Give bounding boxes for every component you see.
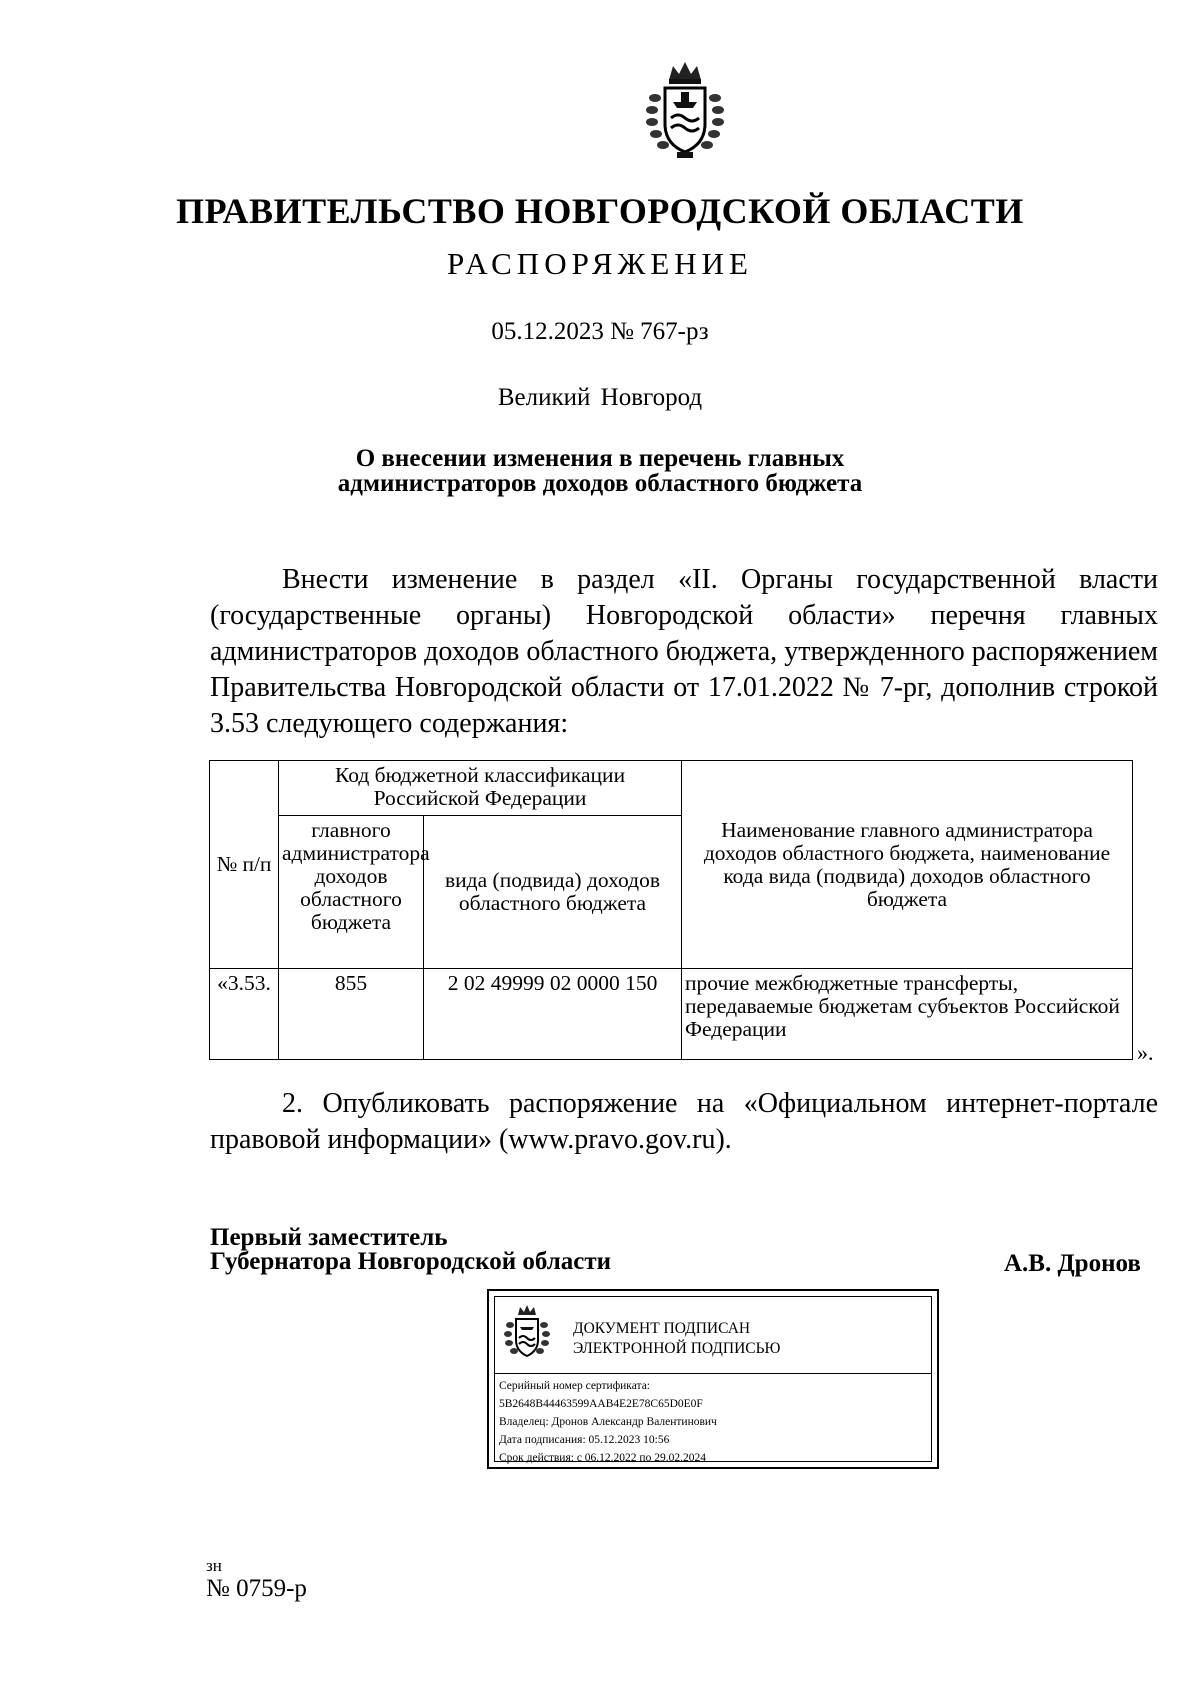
- certificate-label: Серийный номер сертификата:: [499, 1380, 650, 1392]
- certificate-number: 5B2648B44463599AAB4E2E78C65D0E0F: [499, 1398, 703, 1410]
- subject-line-2: администраторов доходов областного бюджета: [337, 470, 863, 497]
- coat-of-arms-icon: [643, 58, 727, 160]
- table-row: [210, 969, 1133, 1060]
- row-kind-code: 2 02 49999 02 0000 150: [424, 969, 682, 1060]
- signature-heading-line-2: ЭЛЕКТРОННОЙ ПОДПИСЬЮ: [573, 1340, 781, 1357]
- electronic-signature-stamp: [487, 1289, 939, 1469]
- certificate-owner: Владелец: Дронов Александр Валентинович: [499, 1416, 717, 1428]
- paragraph-2: 2. Опубликовать распоряжение на «Официальном интернет-портале правовой информации» (www.pravo.gov.ru).: [210, 1088, 1158, 1155]
- signer-position-line-2: Губернатора Новгородской области: [210, 1248, 612, 1275]
- footer-registration: [206, 1554, 307, 1600]
- coat-of-arms-icon: [503, 1303, 551, 1361]
- header-code-group: Код бюджетной классификации Российской Федерации: [279, 761, 682, 816]
- header-admin-code: главного администратора доходов областного бюджета: [279, 816, 424, 969]
- header-kind-code: вида (подвида) доходов областного бюджета: [424, 816, 682, 969]
- signature-divider: [495, 1373, 931, 1374]
- subject-line-1: О внесении изменения в перечень главных: [355, 445, 845, 472]
- signature-heading: [573, 1319, 780, 1359]
- date-and-number: 05.12.2023 № 767-рз: [491, 318, 709, 345]
- certificate-validity: Срок действия: с 06.12.2022 по 29.02.2024: [499, 1452, 706, 1464]
- header-name: Наименование главного администратора доходов областного бюджета, наименование кода вида (подвида) доходов областного бюджета: [682, 761, 1133, 969]
- budget-table: [209, 760, 1133, 1060]
- paragraph-1: Внести изменение в раздел «II. Органы государственной власти (государственные органы) Новгородской области» перечня главных администраторов доходов областного бюджета, утвержденного распоряжением Правительства Новгородской области от 17.01.2022 № 7-рг, дополнив строкой 3.53 следующего содержания:: [210, 564, 1158, 739]
- closing-quote: ».: [1137, 1040, 1154, 1065]
- signature-heading-line-1: ДОКУМЕНТ ПОДПИСАН: [573, 1320, 751, 1337]
- signing-date: Дата подписания: 05.12.2023 10:56: [499, 1434, 670, 1446]
- footer-initials: зн: [206, 1556, 222, 1575]
- row-name: прочие межбюджетные трансферты, передаваемые бюджетам субъектов Российской Федерации: [682, 969, 1133, 1060]
- signer-name: А.В. Дронов: [1004, 1250, 1141, 1277]
- document-type: РАСПОРЯЖЕНИЕ: [447, 246, 753, 281]
- city: Великий Новгород: [497, 384, 703, 411]
- footer-number: № 0759-р: [206, 1575, 307, 1602]
- header-number: № п/п: [210, 761, 279, 969]
- row-admin-code: 855: [279, 969, 424, 1060]
- document-subject: [0, 446, 1200, 496]
- signer-position: [210, 1226, 611, 1274]
- table-header-row: [210, 761, 1133, 816]
- signer-position-line-1: Первый заместитель: [210, 1224, 448, 1251]
- row-number: «3.53.: [210, 969, 279, 1060]
- signature-details: [499, 1377, 717, 1467]
- government-title: ПРАВИТЕЛЬСТВО НОВГОРОДСКОЙ ОБЛАСТИ: [176, 191, 1024, 231]
